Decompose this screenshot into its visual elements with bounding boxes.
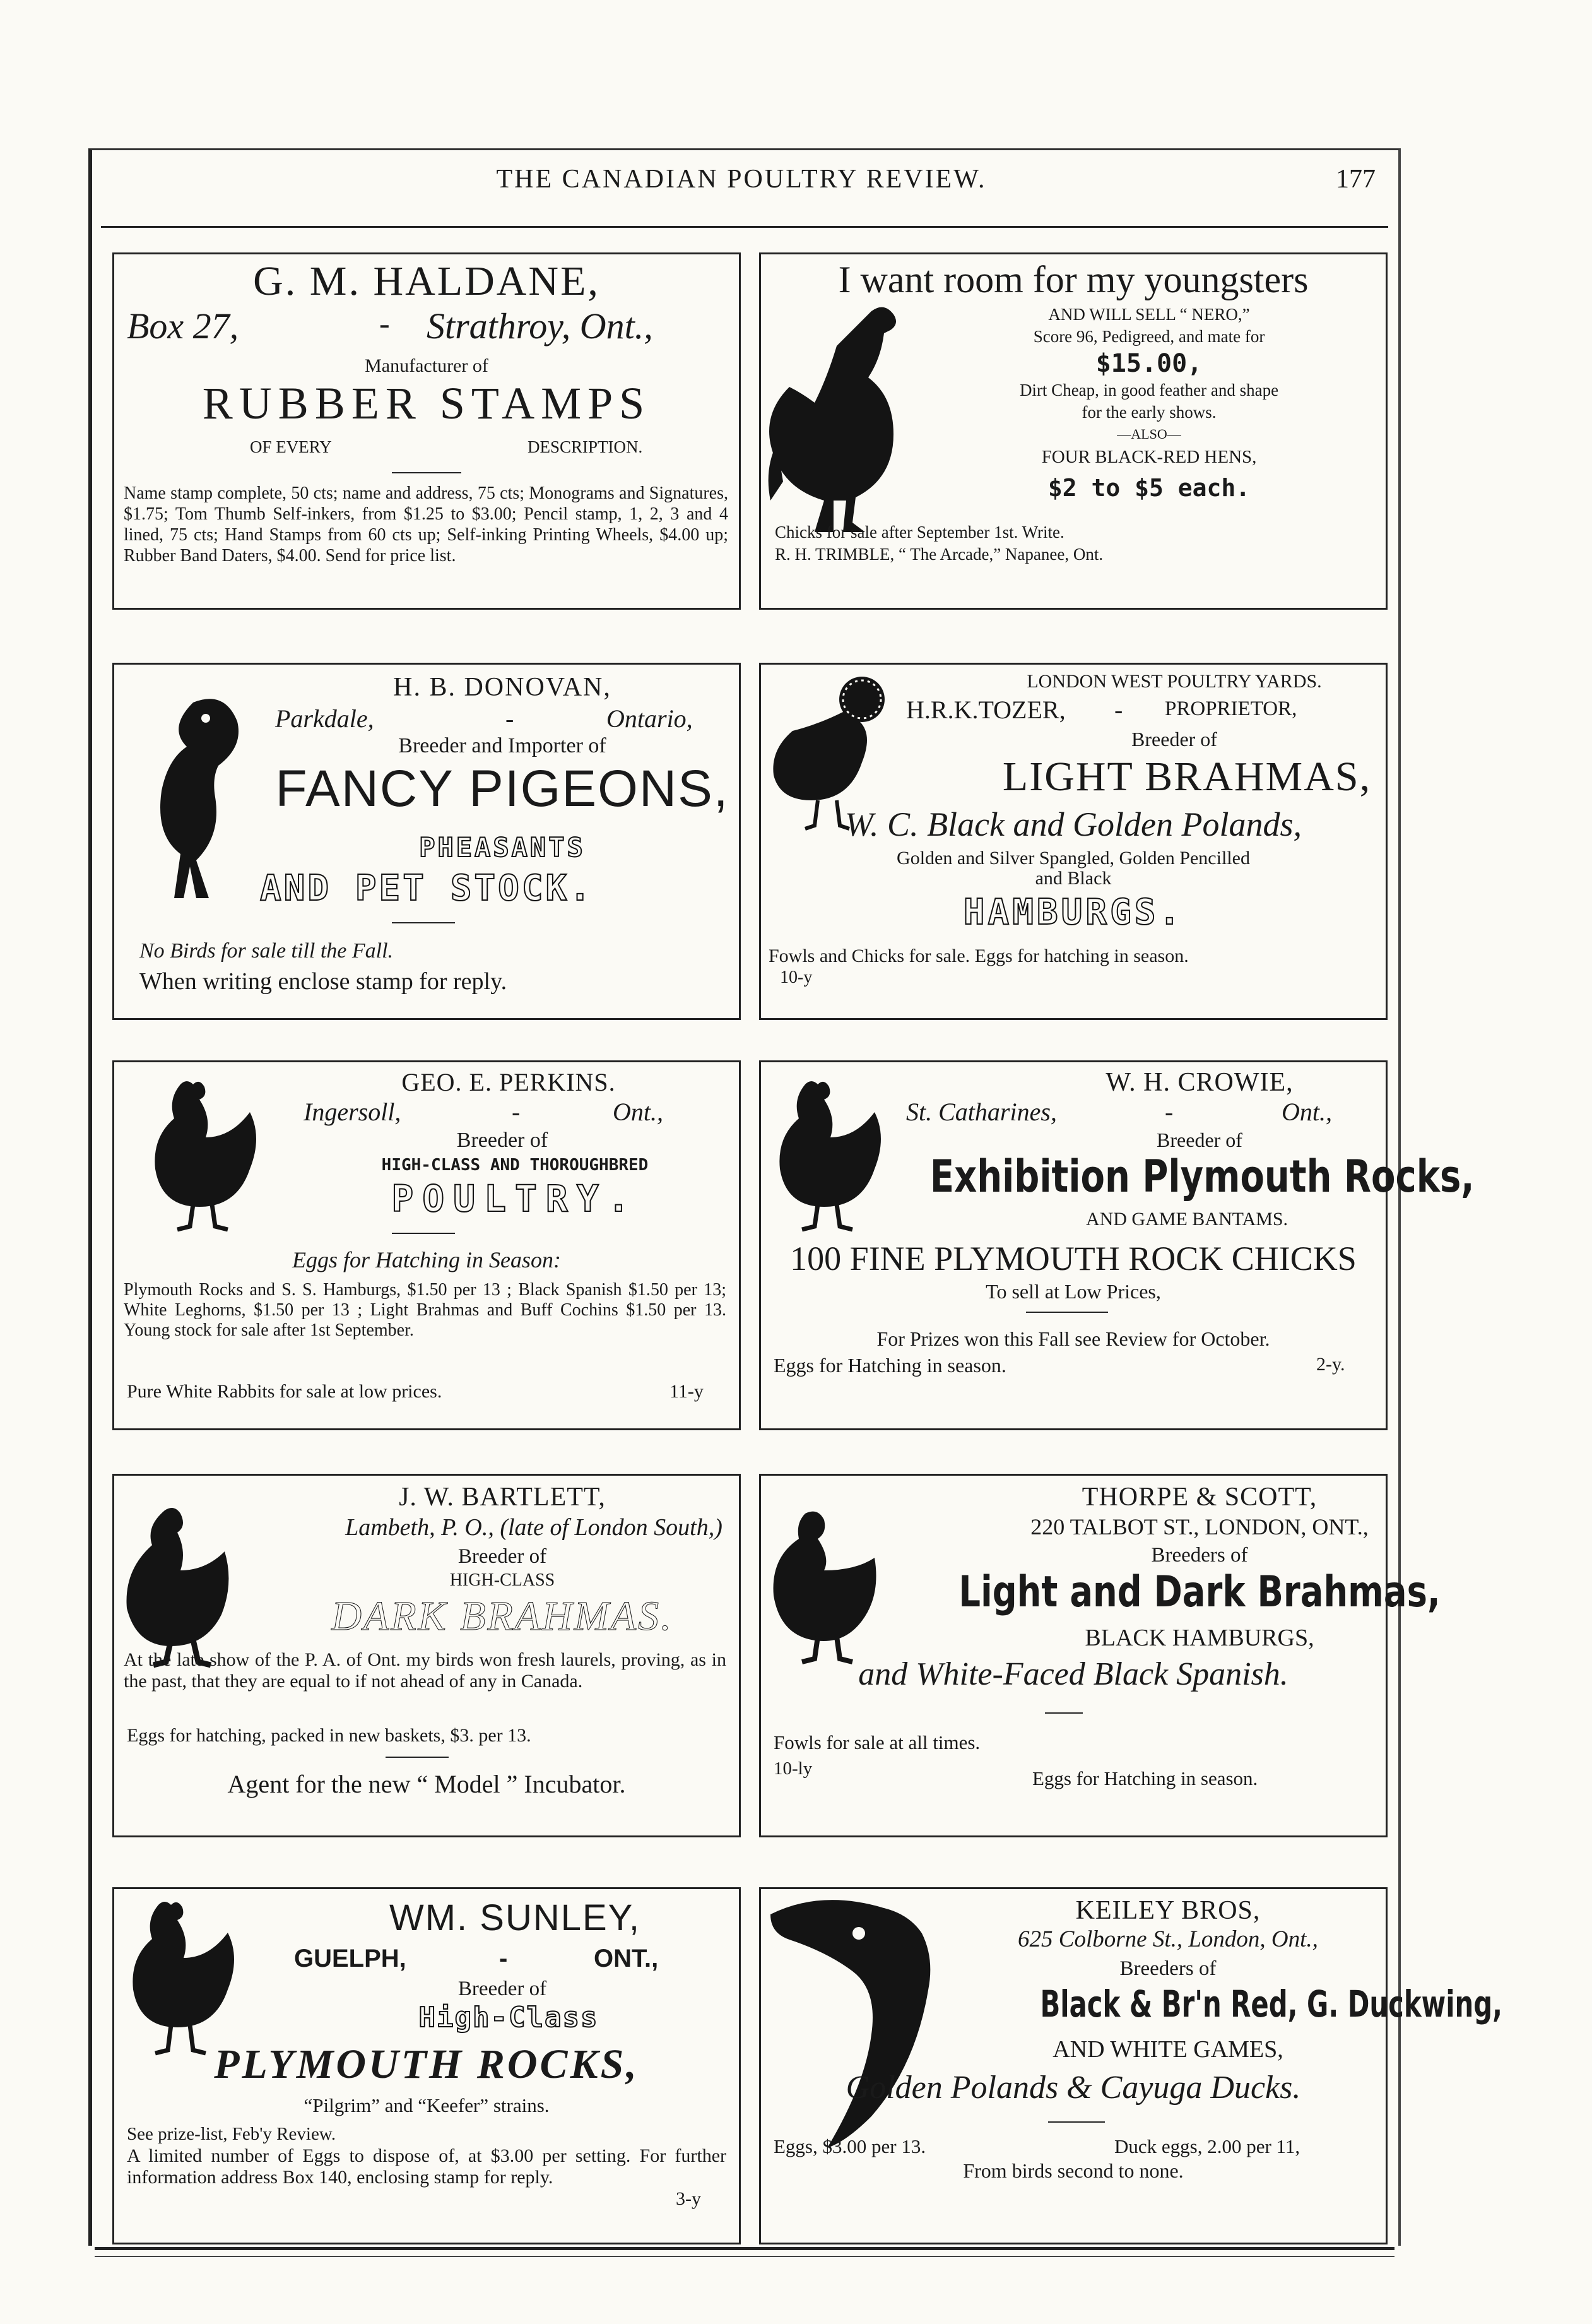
polands-line: Golden Polands & Cayuga Ducks.	[846, 2070, 1301, 2106]
advertiser-name: J. W. BARTLETT,	[399, 1483, 606, 1512]
hens-price: $2 to $5 each.	[1047, 474, 1251, 502]
prize-list-line: See prize-list, Feb'y Review.	[127, 2124, 336, 2144]
condition-line: Dirt Cheap, in good feather and shape	[1019, 381, 1279, 400]
writing-line: When writing enclose stamp for reply.	[139, 968, 507, 995]
advertiser-name: W. H. CROWIE,	[1106, 1068, 1294, 1097]
hamburgs-line: BLACK HAMBURGS,	[1085, 1625, 1314, 1651]
location: Strathroy, Ont.,	[427, 305, 653, 347]
breeders-label: Breeders of	[1119, 1957, 1217, 1980]
bantams-line: AND GAME BANTAMS.	[1085, 1209, 1288, 1230]
box-number: Box 27,	[127, 305, 239, 347]
page-number: 177	[1336, 165, 1376, 194]
eggs-line: Eggs for Hatching in season.	[1032, 1767, 1258, 1789]
dash: -	[499, 1945, 508, 1972]
hamburgs-title: HAMBURGS.	[963, 892, 1184, 933]
manufacturer-label: Manufacturer of	[365, 355, 488, 376]
light-brahmas-title: LIGHT BRAHMAS,	[1002, 754, 1372, 800]
ad-sunley	[112, 1887, 741, 2244]
sell-line: AND WILL SELL “ NERO,”	[1048, 305, 1250, 324]
games-title: Black & Br'n Red, G. Duckwing,	[1040, 1983, 1503, 2025]
eggs-line: Eggs, $3.00 per 13.	[774, 2135, 926, 2157]
ad-haldane	[112, 252, 741, 610]
game-bird-head-icon	[764, 1895, 972, 2148]
location: Lambeth, P. O., (late of London South,)	[345, 1514, 722, 1541]
headline: I want room for my youngsters	[838, 259, 1309, 300]
advertiser-name: KEILEY BROS,	[1075, 1896, 1261, 1925]
province: Ont.,	[613, 1098, 663, 1126]
games-wrapper	[950, 1983, 1503, 2025]
breeder-label: Breeder of	[1131, 728, 1217, 750]
brahmas-wrapper	[887, 1567, 1512, 1617]
divider	[386, 1757, 449, 1758]
ad-perkins	[112, 1060, 741, 1430]
strains-line: “Pilgrim” and “Keefer” strains.	[304, 2094, 550, 2116]
nero-price: $15.00,	[1095, 349, 1203, 378]
bottom-rule	[95, 2247, 1394, 2250]
eggs-heading: Eggs for Hatching in Season:	[292, 1247, 561, 1272]
advertiser-name: H. B. DONOVAN,	[393, 673, 611, 702]
brahmas-title: Light and Dark Brahmas,	[958, 1567, 1441, 1617]
page-header	[95, 164, 1388, 202]
prices-text: Plymouth Rocks and S. S. Hamburgs, $1.50 per 13 ; Black Spanish $1.50 per 13; White Leghorns, $1.50 per 13 ; Light Brahmas and Buff Cochins $1.50 per 13. Young stock for sale after 1st September.	[124, 1280, 726, 1340]
province: Ontario,	[606, 704, 693, 733]
no-birds-line: No Birds for sale till the Fall.	[139, 939, 394, 963]
province: ONT.,	[594, 1945, 659, 1972]
low-prices-line: To sell at Low Prices,	[986, 1280, 1161, 1303]
code: 10-y	[780, 968, 813, 987]
yards-name: LONDON WEST POULTRY YARDS.	[1027, 671, 1322, 692]
dark-brahmas-title: DARK BRAHMAS.	[331, 1593, 673, 1639]
spanish-line: and White-Faced Black Spanish.	[858, 1656, 1288, 1692]
divider	[1048, 2121, 1105, 2123]
eggs-line: Eggs for Hatching in season.	[774, 1354, 1006, 1377]
chicks-headline: 100 FINE PLYMOUTH ROCK CHICKS	[790, 1240, 1357, 1278]
breeders-label: Breeders of	[1151, 1544, 1248, 1567]
advertiser-name: GEO. E. PERKINS.	[401, 1068, 616, 1096]
from-birds-line: From birds second to none.	[963, 2159, 1184, 2182]
white-games-line: AND WHITE GAMES,	[1052, 2036, 1283, 2063]
class-line: High-Class	[418, 2001, 599, 2034]
breeder-label: Breeder of	[457, 1545, 547, 1568]
location: St. Catharines,	[906, 1098, 1057, 1126]
duck-eggs-line: Duck eggs, 2.00 per 11,	[1114, 2135, 1300, 2157]
ad-tozer	[759, 663, 1388, 1020]
dash: -	[1114, 696, 1123, 724]
location: GUELPH,	[294, 1945, 406, 1972]
divider	[1026, 1312, 1108, 1313]
incubator-line: Agent for the new “ Model ” Incubator.	[227, 1770, 626, 1798]
location: Ingersoll,	[304, 1098, 401, 1126]
location: Parkdale,	[275, 704, 374, 733]
proprietor-name: H.R.K.TOZER,	[906, 696, 1066, 724]
header-rule	[101, 226, 1388, 228]
ad-bartlett	[112, 1474, 741, 1837]
street-address: 220 TALBOT ST., LONDON, ONT.,	[1030, 1514, 1369, 1539]
score-line: Score 96, Pedigreed, and mate for	[1033, 327, 1265, 346]
rabbits-line: Pure White Rabbits for sale at low prices.	[127, 1381, 442, 1402]
black-line: and Black	[1035, 868, 1112, 889]
code: 10-ly	[774, 1758, 813, 1779]
breeder-label: Breeder and Importer of	[398, 734, 606, 757]
fancy-pigeons-title: FANCY PIGEONS,	[275, 760, 729, 817]
street-address: 625 Colborne St., London, Ont.,	[1018, 1926, 1318, 1952]
dash: -	[505, 704, 514, 733]
breeder-label: Breeder of	[457, 1977, 547, 2000]
ad-thorpe-scott	[759, 1474, 1441, 1837]
pheasants-title: PHEASANTS	[419, 832, 586, 863]
shows-line: for the early shows.	[1082, 403, 1217, 422]
polands-line: W. C. Black and Golden Polands,	[845, 805, 1302, 843]
of-every-label: OF EVERY	[250, 437, 332, 456]
advertiser-name: WM. SUNLEY,	[389, 1897, 640, 1938]
brahma-hen-icon	[767, 1507, 887, 1665]
class-line: HIGH-CLASS AND THOROUGHBRED	[381, 1156, 649, 1175]
description-label: DESCRIPTION.	[528, 437, 643, 456]
code: 11-y	[669, 1381, 704, 1402]
province: Ont.,	[1282, 1098, 1332, 1126]
class-line: HIGH-CLASS	[449, 1570, 555, 1590]
eggs-line: Eggs for hatching, packed in new baskets, $3. per 13.	[127, 1725, 531, 1746]
address-line: R. H. TRIMBLE, “ The Arcade,” Napanee, Ont.	[775, 545, 1104, 564]
prizes-line: For Prizes won this Fall see Review for October.	[876, 1327, 1270, 1350]
also-label: —ALSO—	[1117, 426, 1181, 442]
advertiser-name: THORPE & SCOTT,	[1082, 1483, 1318, 1512]
ad-donovan	[112, 663, 741, 1020]
divider	[392, 472, 461, 473]
exhibition-wrapper	[862, 1151, 1487, 1202]
chicks-line: Chicks for sale after September 1st. Write.	[775, 523, 1064, 542]
bottom-rule-thin	[95, 2256, 1394, 2257]
ad-trimble	[759, 252, 1388, 610]
advertiser-name: G. M. HALDANE,	[253, 258, 600, 304]
eggs-text: A limited number of Eggs to dispose of, at $3.00 per setting. For further information address Box 140, enclosing stamp for reply.	[127, 2145, 726, 2188]
divider	[392, 1233, 455, 1234]
fowls-line: Fowls and Chicks for sale. Eggs for hatching in season.	[769, 946, 1189, 966]
journal-title: THE CANADIAN POULTRY REVIEW.	[496, 165, 987, 194]
ad-crowie	[759, 1060, 1475, 1430]
exhibition-title: Exhibition Plymouth Rocks,	[929, 1151, 1475, 1202]
breeder-label: Breeder of	[456, 1129, 548, 1152]
dash: -	[1165, 1098, 1174, 1126]
divider	[1045, 1712, 1083, 1714]
hens-line: FOUR BLACK-RED HENS,	[1041, 447, 1257, 467]
proprietor-label: PROPRIETOR,	[1165, 697, 1297, 720]
rubber-stamps-title: RUBBER STAMPS	[202, 378, 651, 429]
spangled-line: Golden and Silver Spangled, Golden Pencilled	[897, 848, 1250, 869]
code: 2-y.	[1316, 1354, 1345, 1375]
ad-keiley	[759, 1887, 1503, 2244]
price-list-text: Name stamp complete, 50 cts; name and address, 75 cts; Monograms and Signatures, $1.75; Tom Thumb Self-inkers, from $1.25 to $3.00; Pencil stamp, 1, 2, 3 and 4 lined, 75 cts; Hand Stamps from 60 cts up; Self-inking Printing Wheels, $4.00 up; Rubber Band Daters, $4.00. Send for price list.	[124, 483, 728, 566]
show-results-text: At the late show of the P. A. of Ont. my birds won fresh laurels, proving, as in the past, that they are equal to if not ahead of any in Canada.	[124, 1649, 726, 1692]
code: 3-y	[676, 2188, 701, 2209]
plymouth-rocks-title: PLYMOUTH ROCKS,	[214, 2041, 639, 2087]
poultry-title: POULTRY.	[391, 1177, 639, 1220]
divider	[392, 922, 455, 923]
dash: -	[512, 1098, 521, 1126]
fowls-line: Fowls for sale at all times.	[774, 1731, 981, 1753]
pet-stock-title: AND PET STOCK.	[259, 868, 593, 909]
dash: -	[379, 305, 390, 341]
breeder-label: Breeder of	[1157, 1129, 1242, 1151]
